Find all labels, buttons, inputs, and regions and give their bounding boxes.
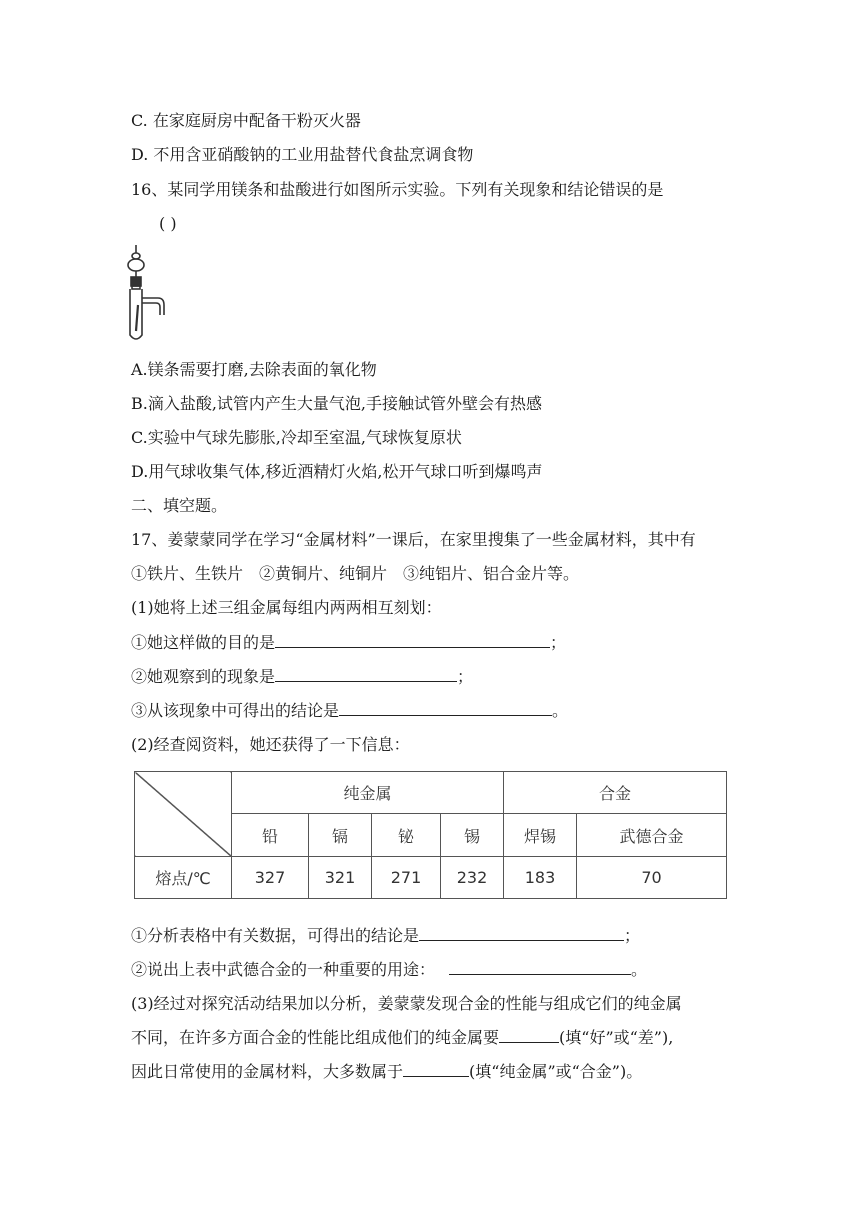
option-a bbox=[131, 358, 377, 382]
table-group-header bbox=[232, 772, 504, 814]
option-text: C.实验中气球先膨胀,冷却至室温,气球恢复原状 bbox=[131, 428, 462, 447]
question-16-answer-paren bbox=[159, 212, 177, 236]
answer-blank[interactable] bbox=[419, 924, 624, 941]
option-c bbox=[131, 426, 462, 450]
question-text: (1)她将上述三组金属每组内两两相互刻划： bbox=[131, 598, 442, 617]
table-group-header bbox=[504, 772, 727, 814]
diagonal-header-cell bbox=[135, 772, 232, 857]
table-cell: 铅 bbox=[232, 814, 309, 857]
punctuation: 。 bbox=[552, 701, 569, 720]
answer-paren: ( ) bbox=[159, 214, 177, 233]
punctuation: 。 bbox=[631, 960, 648, 979]
table-cell: 熔点/℃ bbox=[135, 857, 232, 899]
fill-line-1b bbox=[131, 665, 473, 689]
table-cell: 232 bbox=[441, 857, 504, 899]
punctuation: ； bbox=[457, 667, 474, 686]
group-label: 合金 bbox=[598, 784, 631, 803]
prompt-text: ②她观察到的现象是 bbox=[131, 667, 276, 686]
question-17-stem-line1 bbox=[131, 528, 696, 552]
table-cell: 271 bbox=[372, 857, 441, 899]
table-cell: 锡 bbox=[441, 814, 504, 857]
question-17-part2 bbox=[131, 733, 410, 757]
section-heading bbox=[131, 494, 227, 518]
question-17-part3-line3 bbox=[131, 1060, 642, 1084]
prompt-text: 不同，在许多方面合金的性能比组成他们的纯金属要 bbox=[131, 1028, 500, 1047]
question-text: (3)经过对探究活动结果加以分析，姜蒙蒙发现合金的性能与组成它们的纯金属 bbox=[131, 994, 682, 1013]
table-cell: 焊锡 bbox=[504, 814, 577, 857]
answer-blank[interactable] bbox=[449, 958, 631, 975]
option-text: C. 在家庭厨房中配备干粉灭火器 bbox=[131, 111, 361, 130]
prompt-text: ③从该现象中可得出的结论是 bbox=[131, 701, 340, 720]
fill-line-1c bbox=[131, 699, 568, 723]
question-text: 17、姜蒙蒙同学在学习“金属材料”一课后，在家里搜集了一些金属材料，其中有 bbox=[131, 530, 696, 549]
question-text: 16、某同学用镁条和盐酸进行如图所示实验。下列有关现象和结论错误的是 bbox=[131, 180, 664, 199]
answer-blank[interactable] bbox=[339, 699, 552, 716]
prompt-text: 因此日常使用的金属材料，大多数属于 bbox=[131, 1062, 404, 1081]
answer-blank[interactable] bbox=[403, 1060, 469, 1077]
fill-line-2b bbox=[131, 958, 647, 982]
option-text: B.滴入盐酸,试管内产生大量气泡,手接触试管外壁会有热感 bbox=[131, 394, 543, 413]
section-title: 二、填空题。 bbox=[131, 496, 228, 515]
table-cell: 327 bbox=[232, 857, 309, 899]
option-text: D. 不用含亚硝酸钠的工业用盐替代食盐烹调食物 bbox=[131, 145, 474, 164]
melting-point-table bbox=[134, 771, 727, 899]
table-row bbox=[135, 857, 727, 899]
punctuation: ； bbox=[550, 633, 567, 652]
option-c-prev bbox=[131, 109, 361, 133]
option-b bbox=[131, 392, 542, 416]
table-cell: 183 bbox=[504, 857, 577, 899]
prompt-text: ②说出上表中武德合金的一种重要的用途： bbox=[131, 960, 436, 979]
table-cell: 321 bbox=[309, 857, 372, 899]
question-text: ①铁片、生铁片 ②黄铜片、纯铜片 ③纯铝片、铝合金片等。 bbox=[131, 564, 580, 583]
answer-blank[interactable] bbox=[275, 631, 550, 648]
table-cell: 铋 bbox=[372, 814, 441, 857]
table-cell: 武德合金 bbox=[577, 814, 727, 857]
test-tube-balloon-apparatus-figure bbox=[124, 243, 170, 343]
fill-line-1a bbox=[131, 631, 566, 655]
hint-text: (填“好”或“差”), bbox=[559, 1028, 674, 1047]
option-text: A.镁条需要打磨,去除表面的氧化物 bbox=[131, 360, 377, 379]
question-17-part3-line1 bbox=[131, 992, 682, 1016]
question-text: (2)经查阅资料，她还获得了一下信息： bbox=[131, 735, 410, 754]
group-label: 纯金属 bbox=[343, 784, 392, 803]
question-17-part3-line2 bbox=[131, 1026, 673, 1050]
table-cell: 70 bbox=[577, 857, 727, 899]
option-d bbox=[131, 460, 543, 484]
option-text: D.用气球收集气体,移近酒精灯火焰,松开气球口听到爆鸣声 bbox=[131, 462, 543, 481]
answer-blank[interactable] bbox=[499, 1026, 559, 1043]
prompt-text: ①她这样做的目的是 bbox=[131, 633, 276, 652]
question-17-stem-line2 bbox=[131, 562, 579, 586]
option-d-prev bbox=[131, 143, 473, 167]
fill-line-2a bbox=[131, 924, 640, 948]
table-cell: 镉 bbox=[309, 814, 372, 857]
hint-text: (填“纯金属”或“合金”)。 bbox=[469, 1062, 643, 1081]
question-17-part1 bbox=[131, 596, 442, 620]
prompt-text: ①分析表格中有关数据，可得出的结论是 bbox=[131, 926, 420, 945]
question-16-stem bbox=[131, 178, 663, 202]
punctuation: ； bbox=[624, 926, 641, 945]
answer-blank[interactable] bbox=[275, 665, 457, 682]
table-header-row bbox=[135, 772, 727, 814]
